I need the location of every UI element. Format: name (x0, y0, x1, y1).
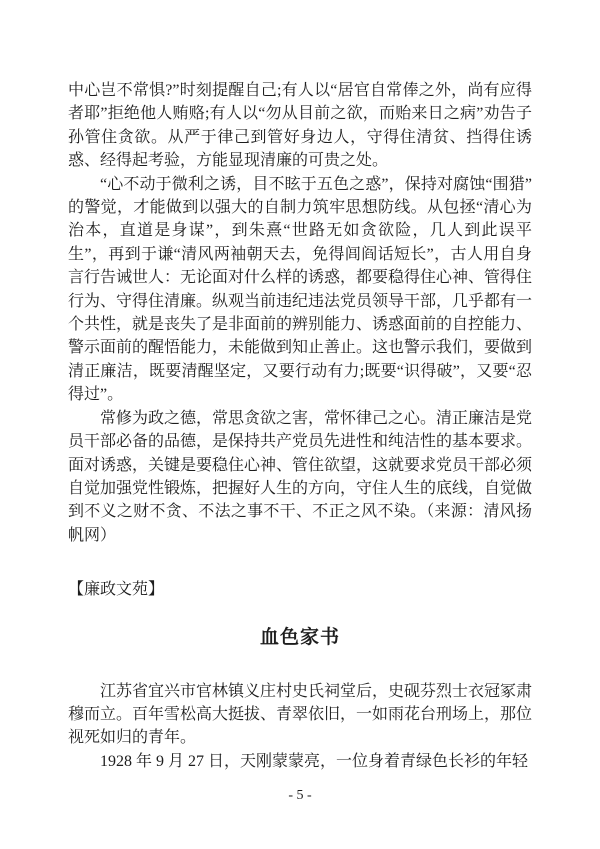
paragraph: 常修为政之德，常思贪欲之害，常怀律己之心。清正廉洁是党员干部必备的品德，是保持共产党员先进性和纯洁性的基本要求。面对诱惑，关键是要稳住心神、管住欲望，这就要求党员干部必须自觉加强党性锻炼，把握好人生的方向，守住人生的底线，自觉做到不义之财不贪、不法之事不干、不正之风不染。（来源：清风扬帆网） (68, 409, 533, 544)
page-number: - 5 - (288, 788, 312, 803)
paragraph: 江苏省宜兴市官林镇义庄村史氏祠堂后，史砚芬烈士衣冠冢肃穆而立。百年雪松高大挺拔、青翠依旧，一如雨花台刑场上，那位视死如归的青年。 (68, 682, 533, 747)
article-title: 血色家书 (259, 626, 340, 648)
article-body (68, 680, 532, 774)
paragraph: “心不动于微利之诱，目不眩于五色之惑”，保持对腐蚀“围猎”的警觉，才能做到以强大的自制力筑牢思想防线。从包拯“清心为治本，直道是身谋”，到朱熹“世路无如贪欲险，几人到此误平生”，再到于谦“清风两袖朝天去，免得闾阎话短长”，古人用自身言行告诫世人：无论面对什么样的诱惑，都要稳得住心神、管得住行为、守得住清廉。纵观当前违纪违法党员领导干部，几乎都有一个共性，就是丧失了是非面前的辨别能力、诱惑面前的自控能力、警示面前的醒悟能力，未能做到知止善止。这也警示我们，要做到清正廉洁，既要清醒坚定，又要行动有力;既要“识得破”，又要“忍得过”。 (68, 175, 533, 404)
section-header: 【廉政文苑】 (68, 581, 165, 599)
paragraph: 1928 年 9 月 27 日，天刚蒙蒙亮，一位身着青绿色长衫的年轻 (100, 752, 529, 770)
paragraph-continuation: 中心岂不常惧?”时刻提醒自己;有人以“居官自常俸之外，尚有应得者耶”拒绝他人贿赂;有人以“勿从目前之欲，而贻来日之病”劝告子孙管住贪欲。从严于律己到管好身边人，守得住清贫、挡得住诱惑、经得起考验，方能显现清廉的可贵之处。 (68, 82, 532, 170)
